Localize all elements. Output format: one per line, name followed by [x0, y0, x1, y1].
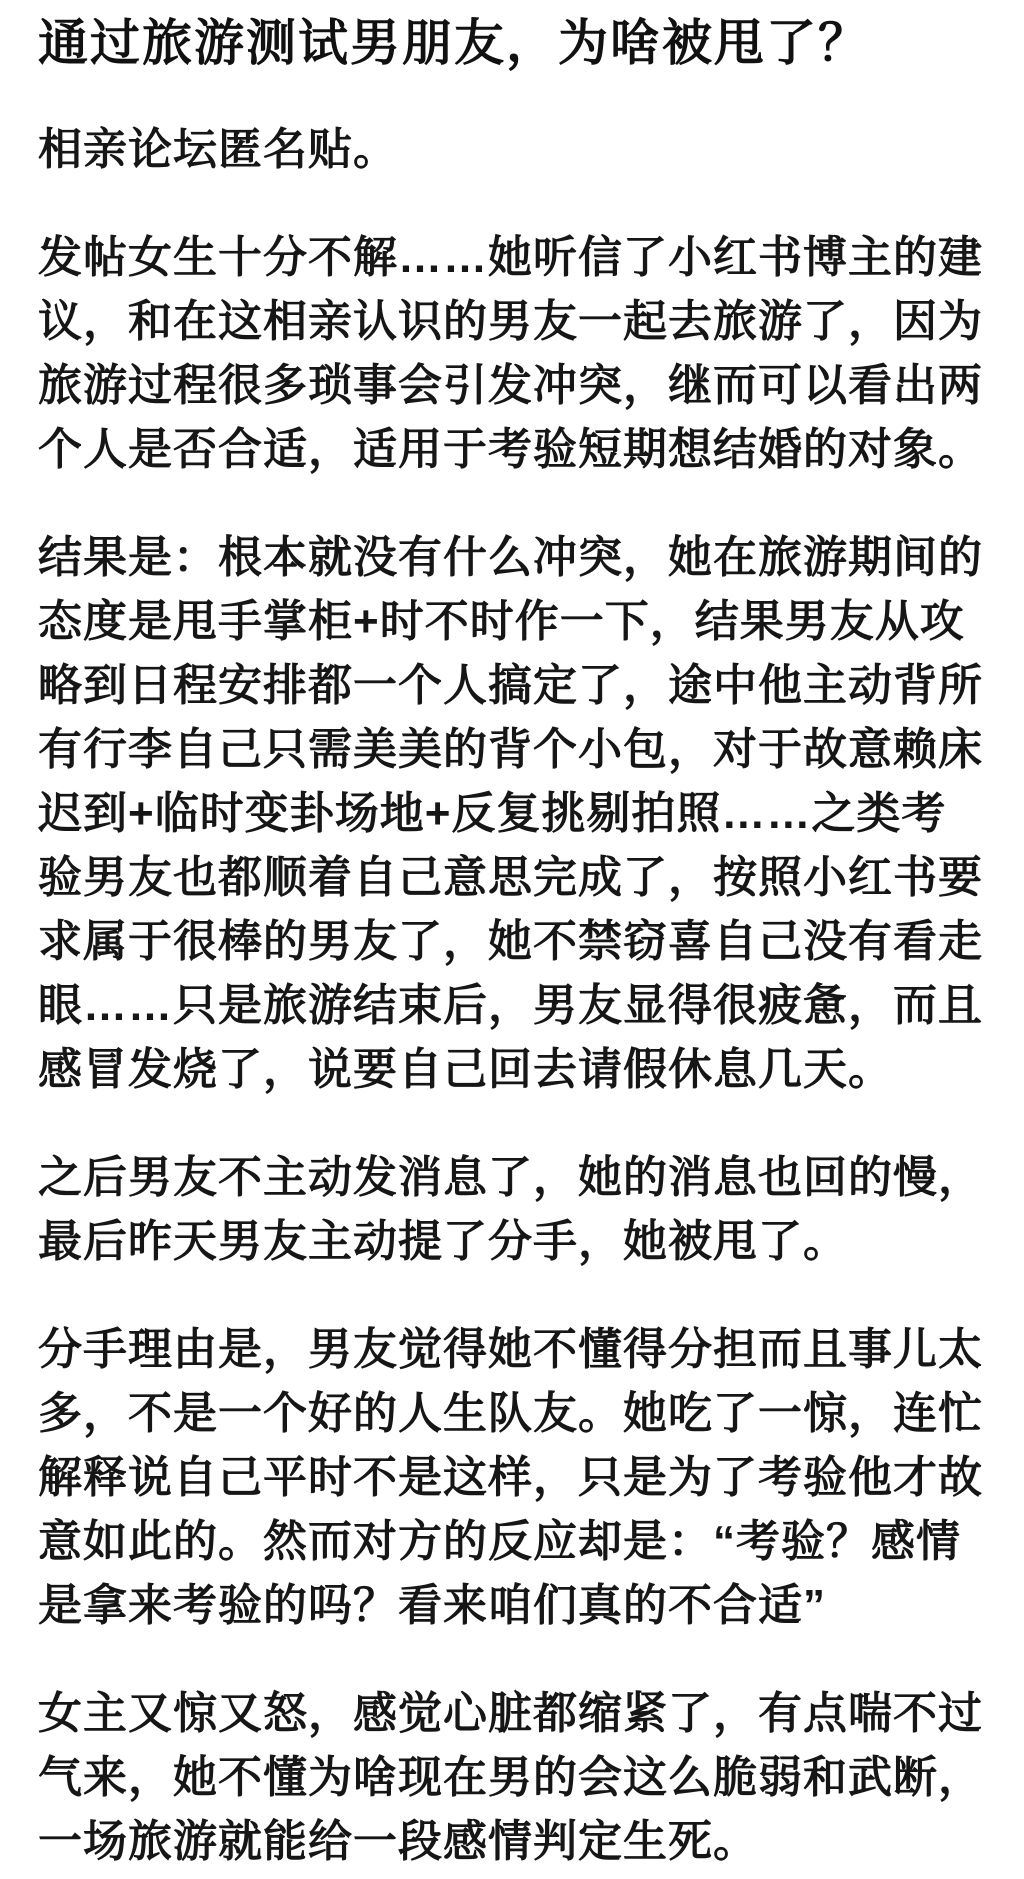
paragraph-trip-result: 结果是：根本就没有什么冲突，她在旅游期间的态度是甩手掌柜+时不时作一下，结果男友从攻略到日程安排都一个人搞定了，途中他主动背所有行李自己只需美美的背个小包，对于故意赖床迟到+临时变卦场地+反复挑剔拍照……之类考验男友也都顺着自己意思完成了，按照小红书要求属于很棒的男友了，她不禁窃喜自己没有看走眼……只是旅游结束后，男友显得很疲惫，而且感冒发烧了，说要自己回去请假休息几天。 [38, 533, 983, 1094]
paragraph-breakup-reason: 分手理由是，男友觉得她不懂得分担而且事儿太多，不是一个好的人生队友。她吃了一惊，连忙解释说自己平时不是这样，只是为了考验他才故意如此的。然而对方的反应却是：“考验？感情是拿来考验的吗？看来咱们真的不合适” [38, 1325, 983, 1630]
paragraph-source: 相亲论坛匿名贴。 [38, 125, 398, 174]
post-title: 通过旅游测试男朋友，为啥被甩了？ [38, 15, 870, 71]
paragraph-intro: 发帖女生十分不解……她听信了小红书博主的建议，和在这相亲认识的男友一起去旅游了，因为旅游过程很多琐事会引发冲突，继而可以看出两个人是否合适，适用于考验短期想结婚的对象。 [38, 233, 983, 474]
paragraph-her-reaction: 女主又惊又怒，感觉心脏都缩紧了，有点喘不过气来，她不懂为啥现在男的会这么脆弱和武断，一场旅游就能给一段感情判定生死。 [38, 1689, 983, 1866]
paragraph-breakup: 之后男友不主动发消息了，她的消息也回的慢，最后昨天男友主动提了分手，她被甩了。 [38, 1153, 983, 1266]
